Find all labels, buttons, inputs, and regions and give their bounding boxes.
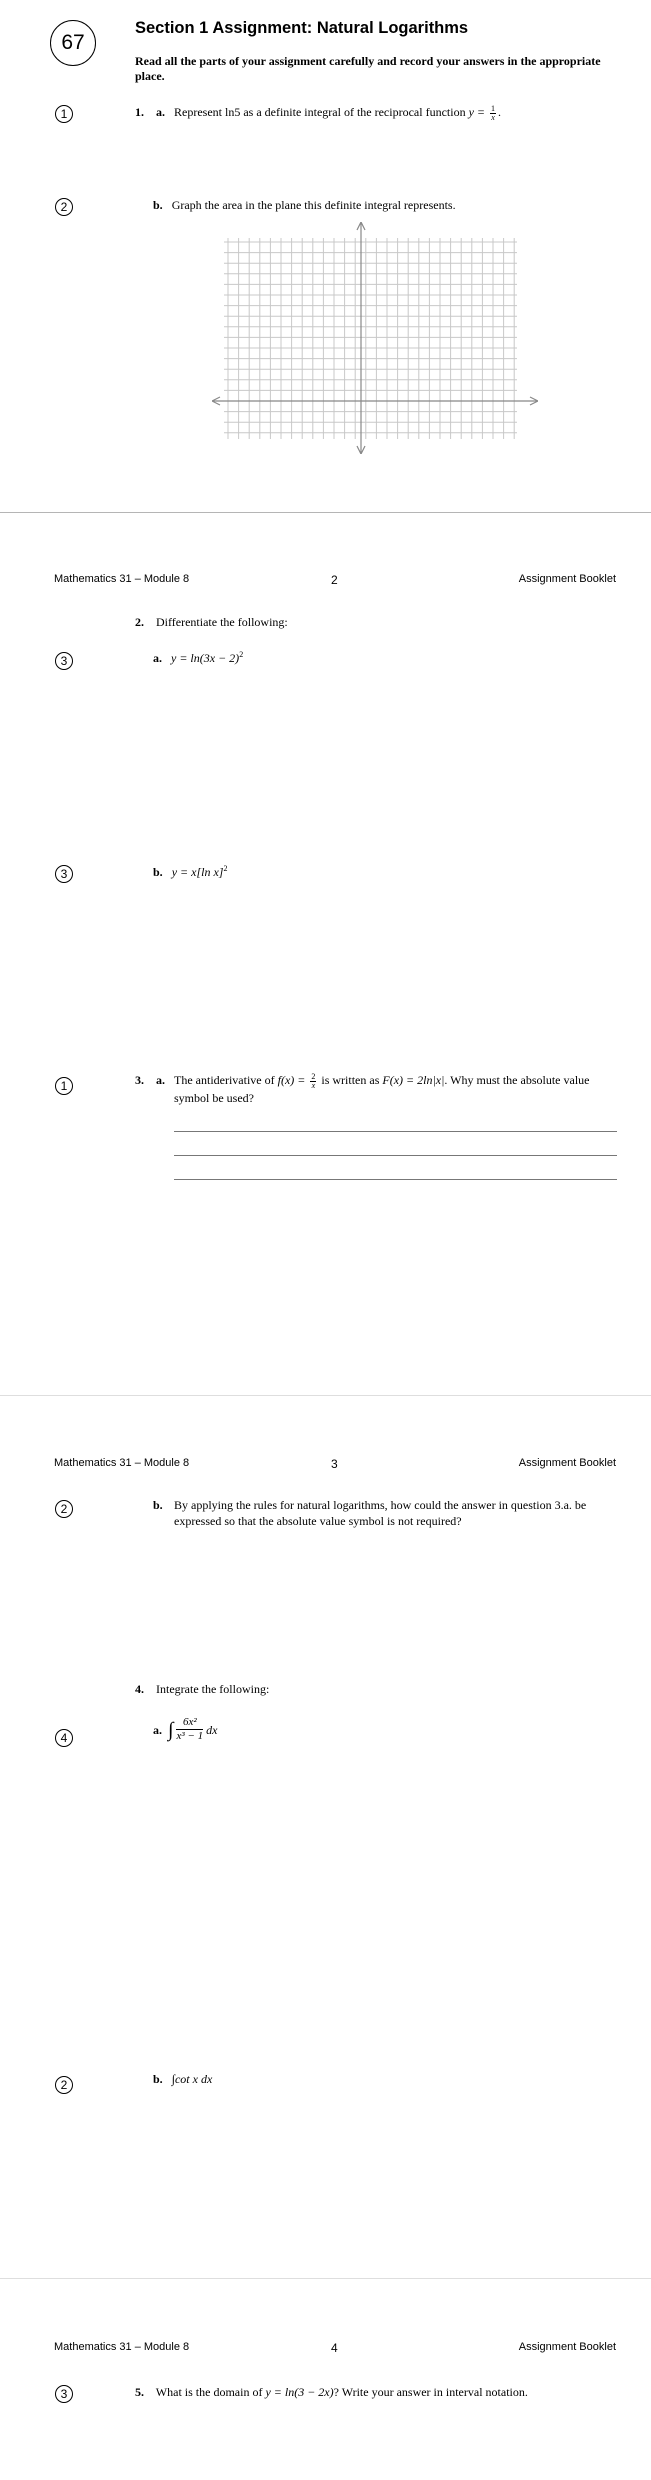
mark-circle: 2 — [55, 1500, 73, 1518]
mark-circle: 1 — [55, 1077, 73, 1095]
section-title: Section 1 Assignment: Natural Logarithms — [135, 19, 469, 37]
instructions: Read all the parts of your assignment carefully and record your answers in the appropriate place. — [135, 54, 601, 83]
question-3b: b. By applying the rules for natural logarithms, how could the answer in question 3.a. be expressed so that the absolute value symbol is not required? — [153, 1498, 587, 1528]
footer-booklet: Assignment Booklet — [518, 1457, 616, 1469]
question-4a: a. ∫ $\frac{\text{6x²}}{\text{x³ − 1}}$ dx — [153, 1716, 218, 1742]
footer-course: Mathematics 31 – Module 8 — [54, 2341, 190, 2353]
question-2-intro: 2. Differentiate the following: — [135, 615, 288, 629]
footer-page-number: 3 — [331, 1457, 338, 1471]
question-1a: 1. a. Represent ln5 as a definite integral of the reciprocal function y = $\frac{1}{x}$ . — [135, 103, 501, 122]
mark-circle: 2 — [55, 198, 73, 216]
answer-line[interactable] — [174, 1155, 617, 1156]
coordinate-grid — [212, 222, 538, 454]
assignment-number-badge: 67 — [50, 20, 96, 66]
footer-course: Mathematics 31 – Module 8 — [54, 573, 190, 585]
question-1b: b. Graph the area in the plane this definite integral represents. — [153, 198, 456, 212]
footer-booklet: Assignment Booklet — [518, 573, 616, 585]
mark-circle: 3 — [55, 2385, 73, 2403]
question-4-intro: 4. Integrate the following: — [135, 1682, 270, 1696]
question-5: 5. What is the domain of y = ln(3 − 2x)? Write your answer in interval notation. — [135, 2385, 528, 2399]
answer-line[interactable] — [174, 1131, 617, 1132]
mark-circle: 4 — [55, 1729, 73, 1747]
footer-booklet: Assignment Booklet — [518, 2341, 616, 2353]
question-2a: a. $y = \ln(3x - 2)^2$ — [153, 650, 244, 665]
question-4b: b. ∫cot x dx — [153, 2072, 213, 2086]
page-divider — [0, 1395, 651, 1396]
answer-line[interactable] — [174, 1179, 617, 1180]
footer-course: Mathematics 31 – Module 8 — [54, 1457, 190, 1469]
footer-page-number: 2 — [331, 573, 338, 587]
question-3a: 3. a. The antiderivative of f(x) = $\frac{2}{x}$ is written as F(x) = 2ln|x|. Why must the absolute value symbol be used? — [135, 1071, 590, 1105]
page-divider — [0, 512, 651, 513]
mark-circle: 3 — [55, 652, 73, 670]
page-divider — [0, 2278, 651, 2279]
question-2b: b. y = x[ln x]$^2$ — [153, 864, 228, 879]
footer-page-number: 4 — [331, 2341, 338, 2355]
mark-circle: 1 — [55, 105, 73, 123]
mark-circle: 2 — [55, 2076, 73, 2094]
mark-circle: 3 — [55, 865, 73, 883]
